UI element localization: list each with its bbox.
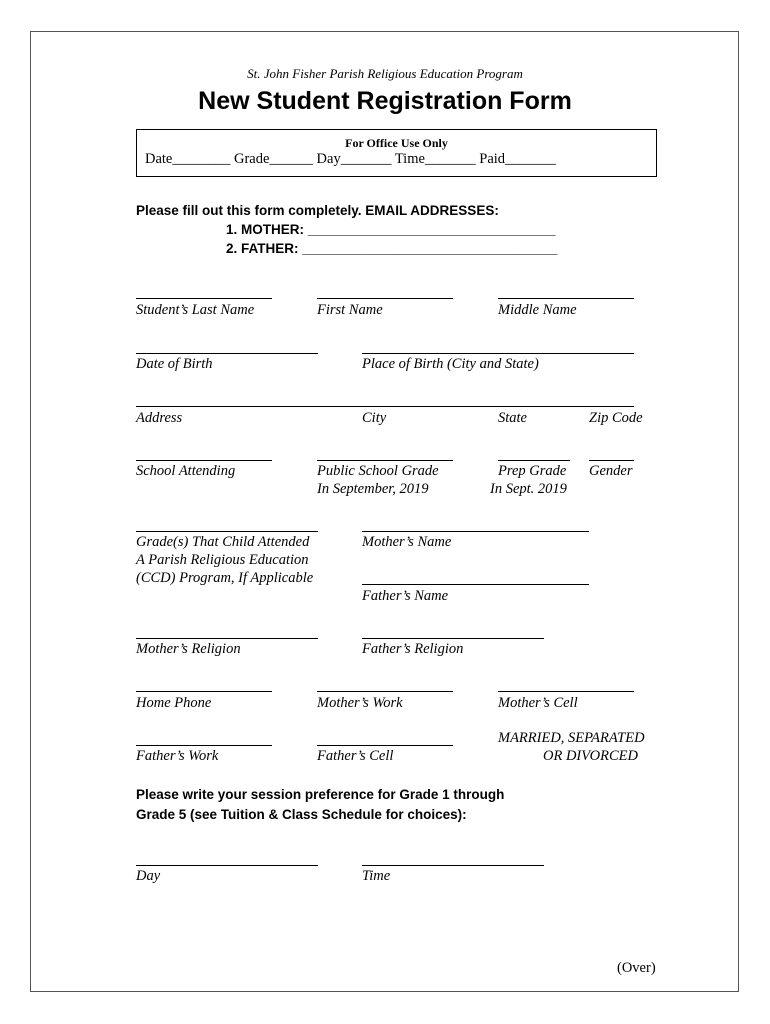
home-phone-label: Home Phone (136, 695, 212, 711)
mothers-work-label: Mother’s Work (317, 695, 403, 711)
mothers-name-line[interactable] (362, 531, 589, 532)
prep-grade-line[interactable] (498, 460, 570, 461)
grades-attended-line[interactable] (136, 531, 318, 532)
last-name-label: Student’s Last Name (136, 302, 255, 318)
city-label: City (362, 410, 387, 426)
fathers-work-label: Father’s Work (136, 748, 219, 764)
fathers-work-line[interactable] (136, 745, 272, 746)
address-line[interactable] (136, 406, 634, 407)
school-label: School Attending (136, 463, 236, 479)
father-email-field[interactable]: 2. FATHER: __________________________________ (226, 241, 558, 256)
place-of-birth-label: Place of Birth (City and State) (362, 356, 539, 372)
session-time-line[interactable] (362, 865, 544, 866)
home-phone-line[interactable] (136, 691, 272, 692)
mothers-religion-line[interactable] (136, 638, 318, 639)
office-use-fields: Date________ Grade______ Day_______ Time_______ Paid_______ (145, 151, 556, 167)
first-name-label: First Name (317, 302, 383, 318)
fathers-religion-label: Father’s Religion (362, 641, 464, 657)
mothers-name-label: Mother’s Name (362, 534, 452, 550)
place-of-birth-line[interactable] (362, 353, 634, 354)
fathers-religion-line[interactable] (362, 638, 544, 639)
session-time-label: Time (362, 868, 391, 884)
middle-name-label: Middle Name (498, 302, 577, 318)
page-title: New Student Registration Form (198, 87, 572, 115)
prep-grade-label: Prep Grade (498, 463, 567, 479)
session-instruction-line-2: Grade 5 (see Tuition & Class Schedule for choices): (136, 807, 467, 822)
mother-email-field[interactable]: 1. MOTHER: _________________________________ (226, 222, 556, 237)
school-line[interactable] (136, 460, 272, 461)
middle-name-line[interactable] (498, 298, 634, 299)
mothers-cell-label: Mother’s Cell (498, 695, 578, 711)
office-use-heading: For Office Use Only (345, 136, 448, 150)
mothers-religion-label: Mother’s Religion (136, 641, 241, 657)
marital-status-option-2[interactable]: OR DIVORCED (543, 748, 639, 764)
public-grade-line[interactable] (317, 460, 453, 461)
grades-attended-label-2: A Parish Religious Education (136, 552, 309, 568)
dob-line[interactable] (136, 353, 318, 354)
gender-line[interactable] (589, 460, 634, 461)
last-name-line[interactable] (136, 298, 272, 299)
fathers-cell-line[interactable] (317, 745, 453, 746)
public-grade-sublabel: In September, 2019 (317, 481, 429, 497)
prep-grade-sublabel: In Sept. 2019 (490, 481, 567, 497)
state-label: State (498, 410, 527, 426)
session-day-label: Day (136, 868, 161, 884)
program-name: St. John Fisher Parish Religious Education Program (247, 66, 523, 81)
mothers-cell-line[interactable] (498, 691, 634, 692)
grades-attended-label-1: Grade(s) That Child Attended (136, 534, 310, 550)
marital-status-option-1[interactable]: MARRIED, SEPARATED (498, 730, 645, 746)
gender-label: Gender (589, 463, 633, 479)
fill-instruction: Please fill out this form completely. EMAIL ADDRESSES: (136, 203, 499, 218)
mothers-work-line[interactable] (317, 691, 453, 692)
fathers-name-label: Father’s Name (362, 588, 449, 604)
public-grade-label: Public School Grade (317, 463, 439, 479)
fathers-cell-label: Father’s Cell (317, 748, 394, 764)
fathers-name-line[interactable] (362, 584, 589, 585)
grades-attended-label-3: (CCD) Program, If Applicable (136, 570, 314, 586)
dob-label: Date of Birth (136, 356, 213, 372)
first-name-line[interactable] (317, 298, 453, 299)
address-label: Address (136, 410, 183, 426)
session-day-line[interactable] (136, 865, 318, 866)
zip-label: Zip Code (589, 410, 643, 426)
session-instruction-line-1: Please write your session preference for Grade 1 through (136, 787, 505, 802)
over-indicator: (Over) (617, 960, 656, 976)
